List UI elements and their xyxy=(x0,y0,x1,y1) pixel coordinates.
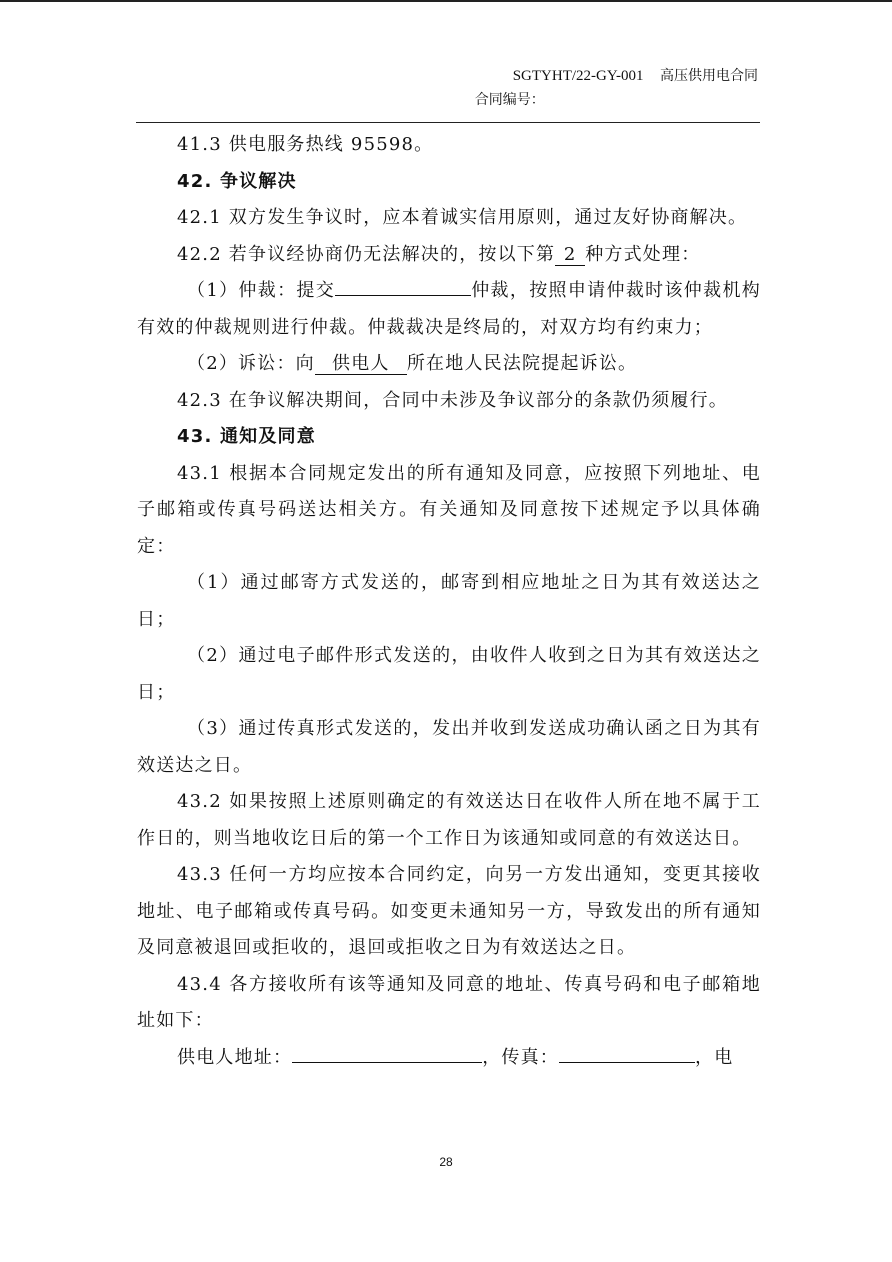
clause-43-3: 43.3 任何一方均应按本合同约定，向另一方发出通知，变更其接收地址、电子邮箱或传真号码。如变更未通知另一方，导致发出的所有通知及同意被退回或拒收的，退回或拒收之日为有效送达之日。 xyxy=(137,864,761,958)
arbitration-label: （1）仲裁：提交 xyxy=(187,280,336,301)
contract-number-label: 合同编号： xyxy=(474,92,545,108)
header-rule xyxy=(136,122,760,123)
option-litigation xyxy=(137,346,761,383)
clause-41-3: 41.3 供电服务热线 95598。 xyxy=(177,134,434,155)
arbitration-body-field xyxy=(335,275,471,296)
supplier-fax-label: ，传真： xyxy=(482,1046,560,1068)
clause-42-2 xyxy=(137,237,761,274)
litigation-party-field: 供电人 xyxy=(315,354,407,375)
section-42-heading: 42. 争议解决 xyxy=(177,170,297,192)
clause-42-3: 42.3 在争议解决期间，合同中未涉及争议部分的条款仍须履行。 xyxy=(177,389,728,411)
clause-42-2-tail: 种方式处理： xyxy=(585,243,701,265)
clause-43-1-item-1: （1）通过邮寄方式发送的，邮寄到相应地址之日为其有效送达之日； xyxy=(137,572,761,630)
clause-42-2-text: 42.2 若争议经协商仍无法解决的，按以下第 xyxy=(177,243,556,265)
clause-43-4: 43.4 各方接收所有该等通知及同意的地址、传真号码和电子邮箱地址如下： xyxy=(137,973,761,1031)
contract-title: 高压供用电合同 xyxy=(660,68,758,84)
clause-43-1-item-3: （3）通过传真形式发送的，发出并收到发送成功确认函之日为其有效送达之日。 xyxy=(137,718,761,776)
supplier-fax-field xyxy=(559,1042,695,1063)
supplier-address-label: 供电人地址： xyxy=(177,1046,293,1068)
page-top-border xyxy=(0,0,892,2)
supplier-contact-line xyxy=(137,1040,761,1077)
clause-43-1: 43.1 根据本合同规定发出的所有通知及同意，应按照下列地址、电子邮箱或传真号码送达相关方。有关通知及同意按下述规定予以具体确定： xyxy=(137,462,761,557)
clause-43-1-item-2: （2）通过电子邮件形式发送的，由收件人收到之日为其有效送达之日； xyxy=(137,645,761,703)
page-number: 28 xyxy=(439,1155,453,1169)
litigation-label: （2）诉讼：向 xyxy=(187,353,315,374)
litigation-text: 所在地人民法院提起诉讼。 xyxy=(406,353,638,374)
supplier-contact-tail: ，电 xyxy=(695,1046,734,1068)
section-43-heading: 43. 通知及同意 xyxy=(177,426,316,447)
dispute-method-field: 2 xyxy=(555,245,585,266)
clause-42-1: 42.1 双方发生争议时，应本着诚实信用原则，通过友好协商解决。 xyxy=(177,207,748,228)
arbitration-text: 仲裁，按照申请仲裁时该仲裁机构有效的仲裁规则进行仲裁。仲裁裁决是终局的，对双方均有约束力； xyxy=(137,280,761,338)
clause-43-2: 43.2 如果按照上述原则确定的有效送达日在收件人所在地不属于工作日的，则当地收讫日后的第一个工作日为该通知或同意的有效送达日。 xyxy=(137,791,761,849)
page-header xyxy=(474,64,758,112)
document-body xyxy=(137,127,761,1076)
supplier-address-field xyxy=(292,1042,482,1063)
option-arbitration xyxy=(137,273,761,346)
contract-code: SGTYHT/22-GY-001 xyxy=(512,68,644,84)
